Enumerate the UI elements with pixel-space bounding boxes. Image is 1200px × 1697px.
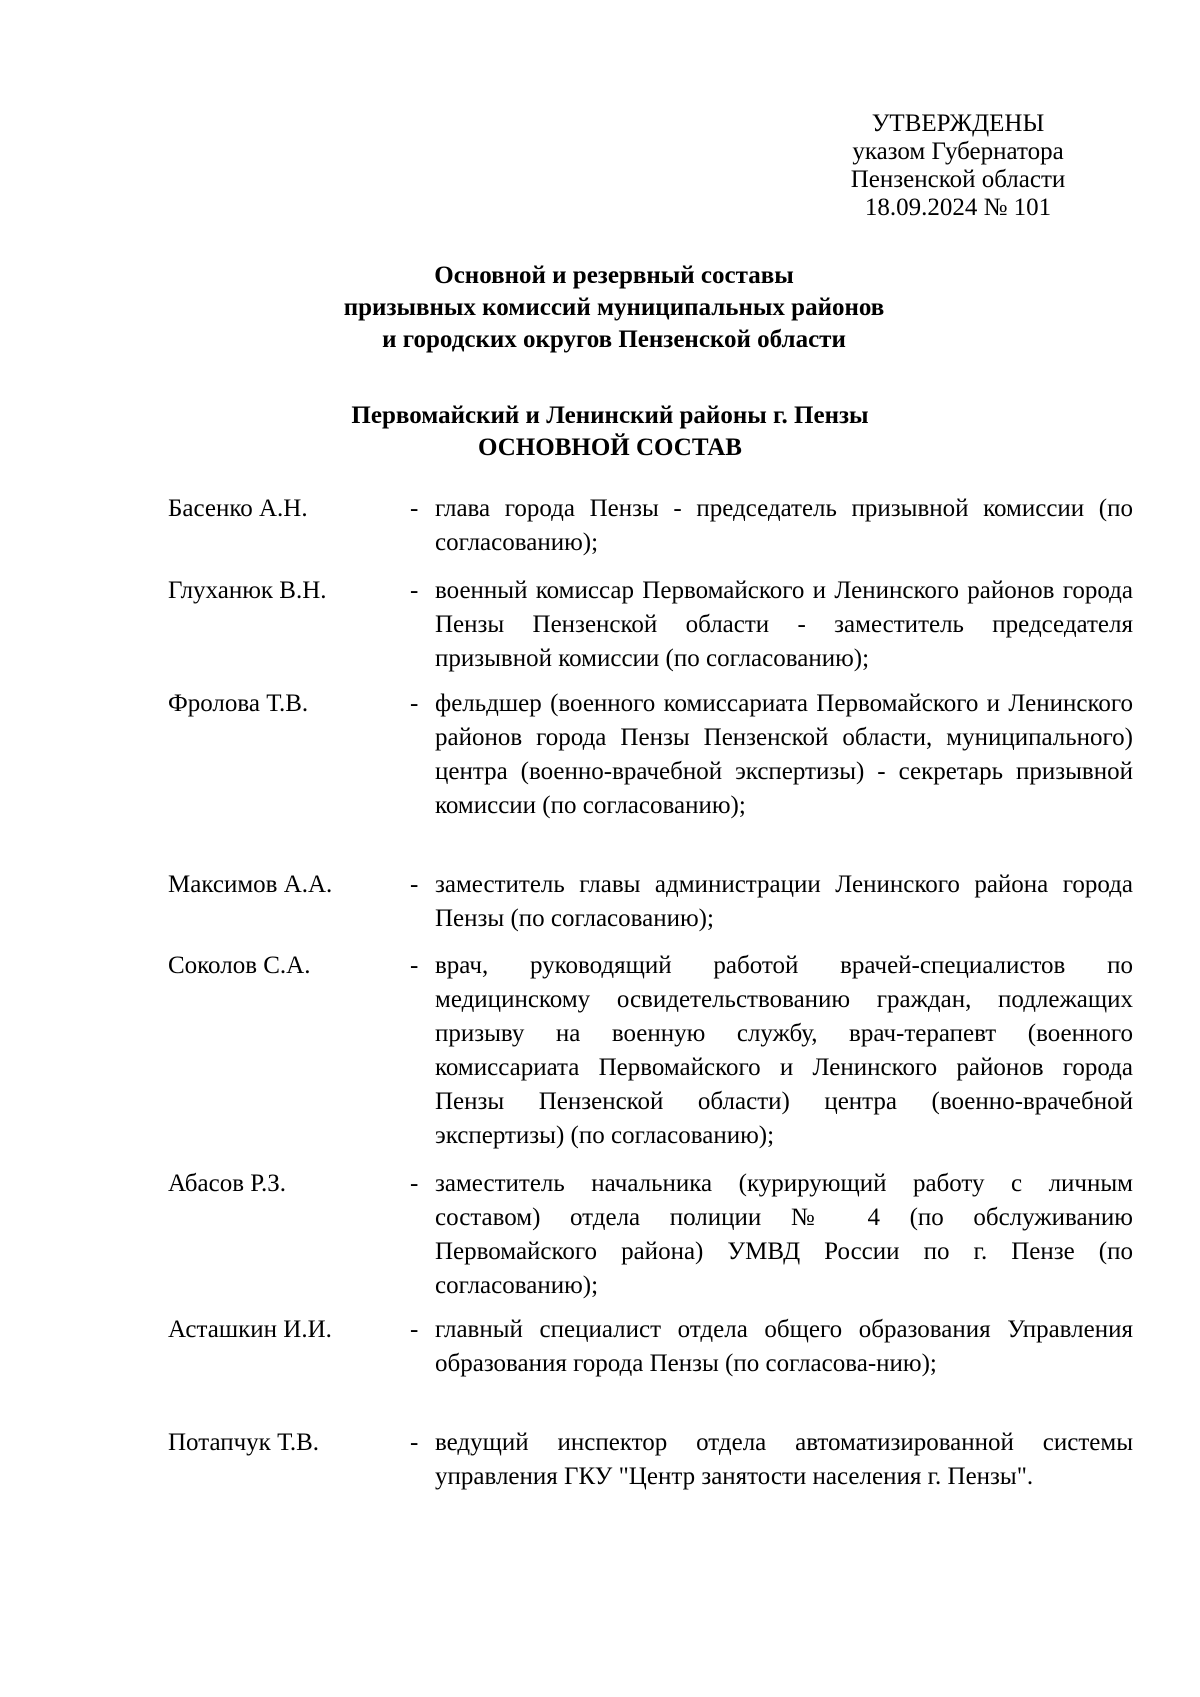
member-role: заместитель начальника (курирующий работу с личным составом) отдела полиции № 4 (по обслуживанию Первомайского района) УМВД России по г. Пензе (по согласованию); <box>435 1170 1133 1299</box>
member-name: Соколов С.А. <box>168 952 311 979</box>
member-dash: - <box>410 577 419 604</box>
member-dash: - <box>410 1316 419 1343</box>
section-heading: ОСНОВНОЙ СОСТАВ <box>478 434 742 461</box>
member-name: Абасов Р.З. <box>168 1170 287 1197</box>
approval-line-region: Пензенской области <box>850 166 1066 193</box>
member-role: главный специалист отдела общего образования Управления образования города Пензы (по согласова-нию); <box>435 1316 1133 1377</box>
section-subtitle: Первомайский и Ленинский районы г. Пензы <box>351 402 869 429</box>
member-role: заместитель главы администрации Ленинского района города Пензы (по согласованию); <box>435 871 1133 932</box>
member-role: фельдшер (военного комиссариата Первомайского и Ленинского районов города Пензы Пензенской области, муниципального) центра (военно-врачебной экспертизы) - секретарь призывной комиссии (по согласованию); <box>435 690 1133 819</box>
member-role: ведущий инспектор отдела автоматизированной системы управления ГКУ "Центр занятости населения г. Пензы". <box>435 1429 1133 1490</box>
title-line-1: Основной и резервный составы <box>434 262 794 289</box>
section-header <box>280 400 940 464</box>
member-dash: - <box>410 1170 419 1197</box>
title-line-2: призывных комиссий муниципальных районов <box>343 294 885 321</box>
approval-line-date-number: 18.09.2024 № 101 <box>864 194 1052 221</box>
member-dash: - <box>410 690 419 717</box>
member-name: Глуханюк В.Н. <box>168 577 327 604</box>
member-name: Асташкин И.И. <box>168 1316 332 1343</box>
member-dash: - <box>410 1429 419 1456</box>
approval-line-approved: УТВЕРЖДЕНЫ <box>871 110 1045 137</box>
member-name: Басенко А.Н. <box>168 495 308 522</box>
approval-line-decree: указом Губернатора <box>852 138 1064 165</box>
member-role: глава города Пензы - председатель призывной комиссии (по согласованию); <box>435 495 1133 556</box>
member-name: Потапчук Т.В. <box>168 1429 320 1456</box>
document-title <box>230 260 998 356</box>
approval-block <box>808 110 1108 222</box>
member-name: Максимов А.А. <box>168 871 333 898</box>
member-role: врач, руководящий работой врачей-специалистов по медицинскому освидетельствованию граждан, подлежащих призыву на военную службу, врач-терапевт (военного комиссариата Первомайского и Ленинского районов города Пензы Пензенской области) центра (военно-врачебной экспертизы) (по согласованию); <box>435 952 1133 1149</box>
member-name: Фролова Т.В. <box>168 690 309 717</box>
member-dash: - <box>410 871 419 898</box>
member-role: военный комиссар Первомайского и Ленинского районов города Пензы Пензенской области - заместитель председателя призывной комиссии (по согласованию); <box>435 577 1133 672</box>
title-line-3: и городских округов Пензенской области <box>382 326 846 353</box>
member-dash: - <box>410 495 419 522</box>
member-dash: - <box>410 952 419 979</box>
